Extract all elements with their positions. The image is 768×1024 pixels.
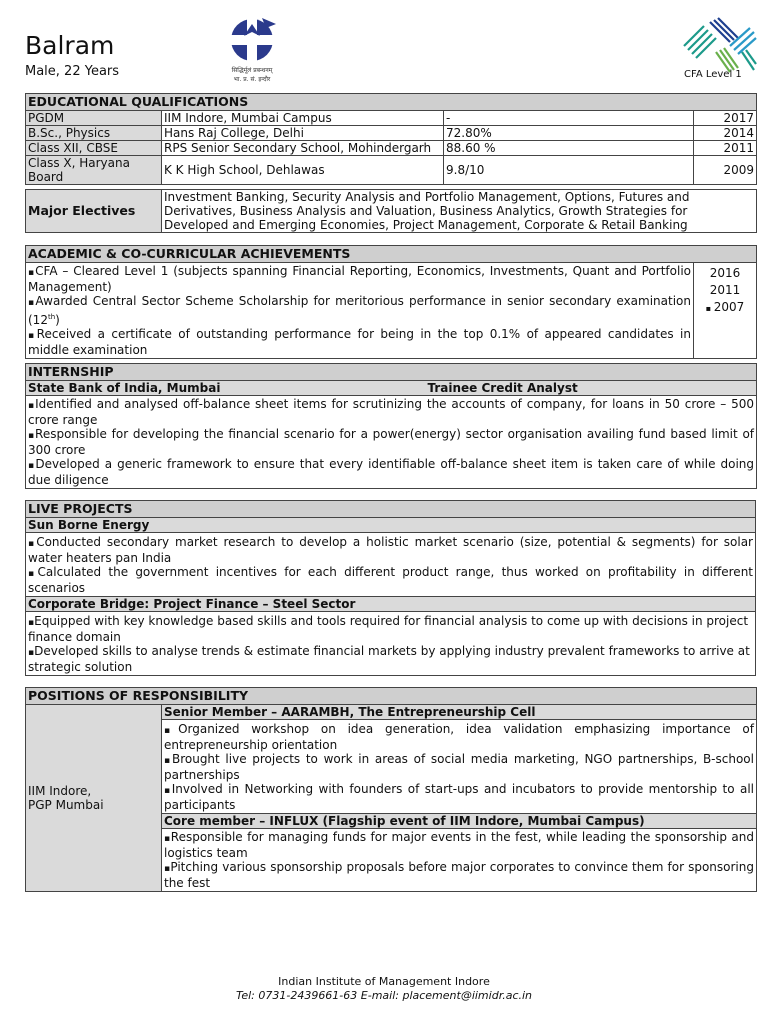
year-cell: 2014	[694, 126, 757, 141]
footer-contact: Tel: 0731-2439661-63 E-mail: placement@iimidr.ac.in	[235, 989, 533, 1002]
project-name: Corporate Bridge: Project Finance – Steel Sector	[26, 597, 756, 612]
logo-caption-line-1: सिद्धिर्मूलं प्रबन्धनम्	[231, 67, 273, 74]
achievements-title: ACADEMIC & CO-CURRICULAR ACHIEVEMENTS	[26, 246, 757, 263]
achievement-year: ▪ 2007	[705, 300, 745, 314]
degree-cell: Class X, Haryana Board	[26, 156, 162, 185]
institute-cell: K K High School, Dehlawas	[162, 156, 444, 185]
achievements-section	[25, 245, 756, 359]
live-projects-title: LIVE PROJECTS	[26, 501, 756, 518]
internship-role: Trainee Credit Analyst	[426, 381, 757, 396]
degree-cell: B.Sc., Physics	[26, 126, 162, 141]
footer-institute: Indian Institute of Management Indore	[278, 975, 490, 988]
achievement-text-end: )	[55, 313, 60, 327]
achievement-text: Awarded Central Sector Scheme Scholarship for meritorious performance in senior secondary examination (12	[28, 294, 691, 327]
achievement-year: 2016	[709, 266, 741, 280]
live-projects-section	[25, 500, 756, 676]
internship-section	[25, 363, 756, 489]
project-name: Sun Borne Energy	[26, 518, 756, 533]
education-section	[25, 93, 756, 233]
role-item: ▪ Responsible for managing funds for major events in the fest, while leading the sponsorship and logistics team	[164, 830, 754, 860]
degree-cell: Class XII, CBSE	[26, 141, 162, 156]
internship-item: ▪ Identified and analysed off-balance sheet items for scrutinizing the accounts of company, for loans in 50 crore – 500 crore range	[28, 397, 754, 427]
positions-title: POSITIONS OF RESPONSIBILITY	[26, 688, 757, 705]
year-cell: 2009	[694, 156, 757, 185]
logo-caption-line-2: भा. प्र. सं. इन्दौर	[233, 76, 271, 83]
year-cell: 2011	[694, 141, 757, 156]
achievement-item: ▪ CFA – Cleared Level 1 (subjects spanning Financial Reporting, Economics, Investments, Quant and Portfolio Management)	[28, 264, 691, 294]
positions-section	[25, 687, 756, 892]
org-line-1: IIM Indore,	[28, 784, 92, 798]
achievement-item	[28, 294, 691, 327]
ordinal-suffix: th	[47, 313, 56, 321]
institute-cell: Hans Raj College, Delhi	[162, 126, 444, 141]
position-organization	[26, 705, 162, 892]
project-item: ▪ Conducted secondary market research to develop a holistic market scenario (size, potential & segments) for solar water heaters pan India	[28, 535, 753, 565]
education-title: EDUCATIONAL QUALIFICATIONS	[26, 94, 757, 111]
internship-item: ▪ Developed a generic framework to ensure that every identifiable off-balance sheet item is taken care of while doing due diligence	[28, 457, 754, 487]
institute-cell: IIM Indore, Mumbai Campus	[162, 111, 444, 126]
score-cell: 9.8/10	[444, 156, 694, 185]
major-electives-text: Investment Banking, Security Analysis and Portfolio Management, Options, Futures and Derivatives, Business Analysis and Valuation, Business Analytics, Growth Strategies for Developed and Emerging Economies, Project Management, Corporate & Retail Banking	[162, 190, 757, 233]
achievement-item: ▪ Received a certificate of outstanding performance for being in the top 0.1% of appeared candidates in middle examination	[28, 327, 691, 357]
score-cell: -	[444, 111, 694, 126]
degree-cell: PGDM	[26, 111, 162, 126]
cfa-level-label: CFA Level 1	[684, 69, 742, 80]
score-cell: 88.60 %	[444, 141, 694, 156]
institute-cell: RPS Senior Secondary School, Mohindergarh	[162, 141, 444, 156]
major-electives-label: Major Electives	[26, 190, 162, 233]
logo-caption	[222, 66, 282, 84]
role-item: ▪ Pitching various sponsorship proposals before major corporates to convince them for sponsoring the fest	[164, 860, 754, 890]
project-item: ▪ Equipped with key knowledge based skills and tools required for financial analysis to come up with decisions in project finance domain	[28, 614, 753, 644]
role-item: ▪ Involved in Networking with founders of start-ups and incubators to provide mentorship to all participants	[164, 782, 754, 812]
cfa-logo	[680, 16, 758, 76]
achievement-year-text: 2007	[713, 300, 745, 314]
achievement-year: 2011	[709, 283, 741, 297]
role-name: Senior Member – AARAMBH, The Entrepreneurship Cell	[162, 705, 757, 720]
role-item: ▪ Organized workshop on idea generation, idea validation emphasizing importance of entrepreneurship orientation	[164, 722, 754, 752]
project-item: ▪ Developed skills to analyse trends & estimate financial markets by applying industry prevalent frameworks to arrive at strategic solution	[28, 644, 753, 674]
candidate-subtitle: Male, 22 Years	[25, 64, 120, 79]
role-item: ▪ Brought live projects to work in areas of social media marketing, NGO partnerships, B-school partnerships	[164, 752, 754, 782]
score-cell: 72.80%	[444, 126, 694, 141]
year-cell: 2017	[694, 111, 757, 126]
candidate-name: Balram	[25, 31, 115, 60]
org-line-2: PGP Mumbai	[28, 798, 104, 812]
internship-item: ▪ Responsible for developing the financial scenario for a power(energy) sector organisation availing fund based limit of 300 crore	[28, 427, 754, 457]
internship-title: INTERNSHIP	[26, 364, 757, 381]
internship-company: State Bank of India, Mumbai	[26, 381, 426, 396]
role-name: Core member – INFLUX (Flagship event of IIM Indore, Mumbai Campus)	[162, 814, 757, 829]
project-item: ▪ Calculated the government incentives for each different product range, thus worked on profitability in different scenarios	[28, 565, 753, 595]
